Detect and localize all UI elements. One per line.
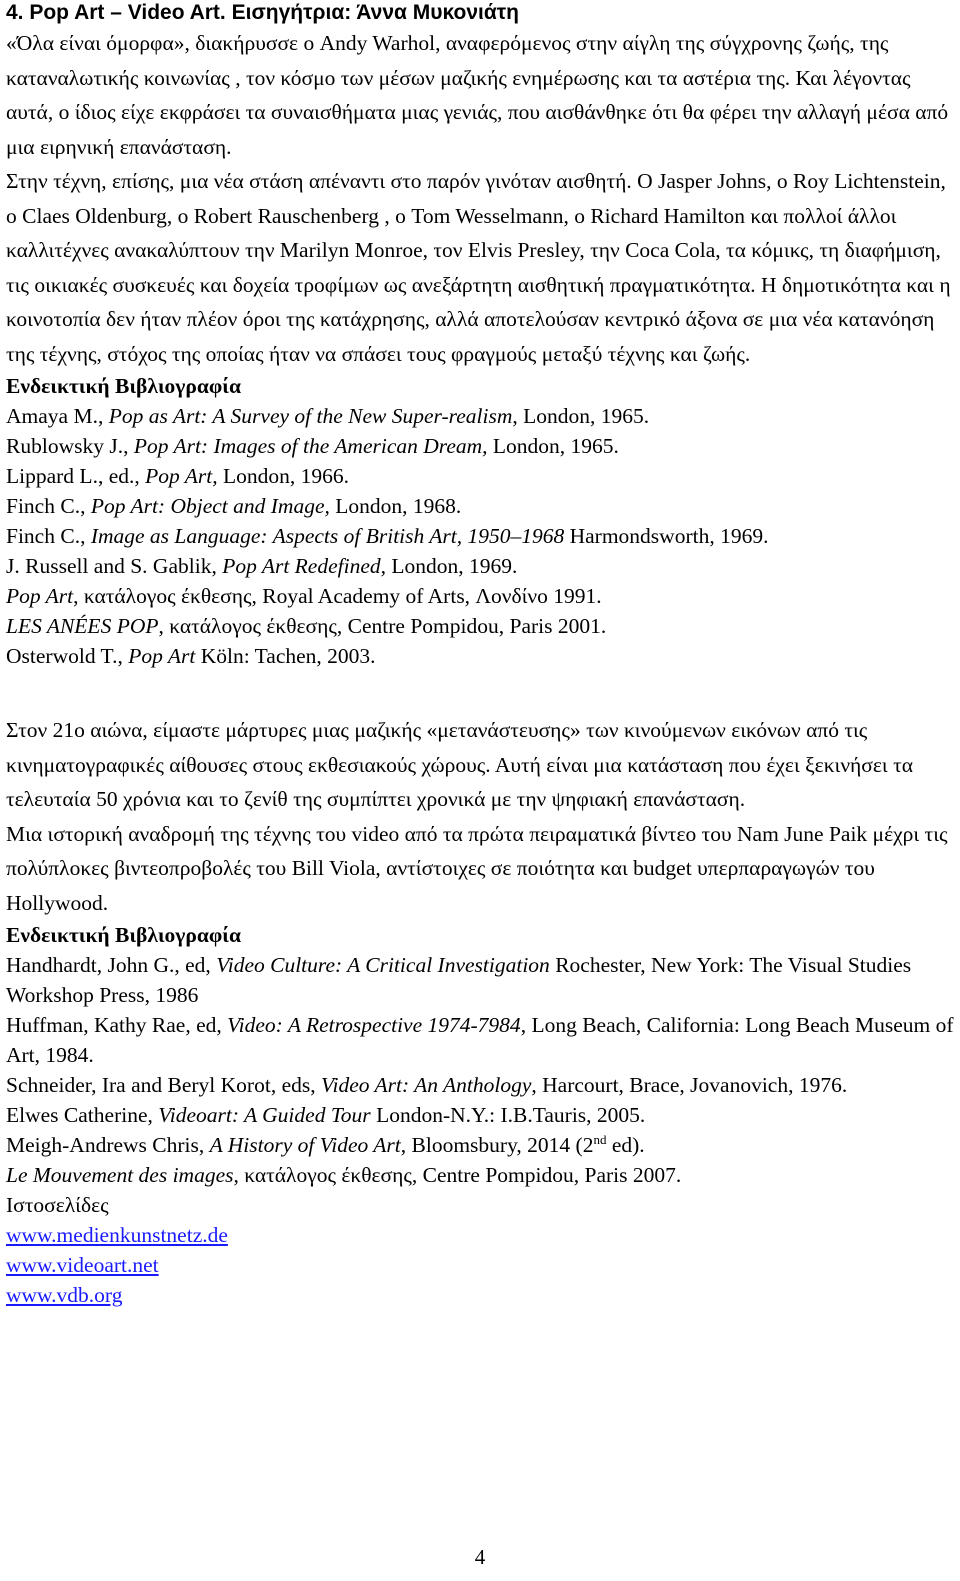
bib-entry: Osterwold T., Pop Art Köln: Tachen, 2003. — [6, 644, 376, 668]
bib-entry: Le Mouvement des images, κατάλογος έκθεσης, Centre Pompidou, Paris 2007. — [6, 1163, 682, 1187]
bib-entry: Schneider, Ira and Beryl Korot, eds, Video Art: An Anthology, Harcourt, Brace, Jovanovich, 1976. — [6, 1073, 848, 1097]
pop-paragraph-2: Στην τέχνη, επίσης, μια νέα στάση απέναντι στο παρόν γινόταν αισθητή. Ο Jasper Johns, ο Roy Lichtenstein, ο Claes Oldenburg, ο Robert Rauschenberg , ο Tom Wesselmann, ο Richard Hamilton και πολλοί άλλοι καλλιτέχνες ανακαλύπτουν την Marilyn Monroe, τον Elvis Presley, την Coca Cola, τα κόμικς, τη διαφήμιση, τις οικιακές συσκευές και δοχεία τροφίμων ως ανεξάρτητη αισθητική πραγματικότητα. Η δημοτικότητα και η κοινοτοπία δεν ήταν πλέον όροι της κατάχρησης, αλλά αποτελούσαν κεντρικό άξονα σε μια νέα κατανόηση της τέχνης, στόχος της οποίας ήταν να σπάσει τους φραγμούς μεταξύ τέχνης και ζωής. — [6, 169, 951, 366]
document-page — [6, 0, 956, 1310]
bib-entry: Meigh-Andrews Chris, A History of Video Art, Bloomsbury, 2014 (2nd ed). — [6, 1131, 645, 1157]
bib-entry: LES ANÉES POP, κατάλογος έκθεσης, Centre Pompidou, Paris 2001. — [6, 614, 607, 638]
video-art-section — [6, 713, 956, 1310]
bib-entry: Huffman, Kathy Rae, ed, Video: A Retrospective 1974-7984, Long Beach, California: Long Beach Museum of Art, 1984. — [6, 1013, 954, 1067]
bib-entry: Handhardt, John G., ed, Video Culture: A Critical Investigation Rochester, New York: The Visual Studies Workshop Press, 1986 — [6, 953, 912, 1007]
bib-entry: Pop Art, κατάλογος έκθεσης, Royal Academy of Arts, Λονδίνο 1991. — [6, 584, 602, 608]
website-link-medienkunstnetz[interactable]: www.medienkunstnetz.de — [6, 1223, 228, 1247]
pop-bibliography-list — [6, 401, 956, 671]
website-links — [6, 1220, 956, 1310]
pop-bibliography-heading: Ενδεικτική Βιβλιογραφία — [6, 374, 241, 398]
websites-label: Ιστοσελίδες — [6, 1193, 109, 1217]
website-link-videoart[interactable]: www.videoart.net — [6, 1253, 159, 1277]
bib-entry: Finch C., Pop Art: Object and Image, London, 1968. — [6, 494, 462, 518]
page-number: 4 — [474, 1545, 486, 1569]
website-link-vdb[interactable]: www.vdb.org — [6, 1283, 123, 1307]
bib-entry: Amaya M., Pop as Art: A Survey of the New Super-realism, London, 1965. — [6, 404, 650, 428]
bib-entry: Rublowsky J., Pop Art: Images of the American Dream, London, 1965. — [6, 434, 619, 458]
bib-entry: Elwes Catherine, Videoart: A Guided Tour London-N.Y.: I.B.Tauris, 2005. — [6, 1103, 646, 1127]
video-bibliography-list — [6, 950, 956, 1190]
page-title: 4. Pop Art – Video Art. Εισηγήτρια: Άννα Μυκονιάτη — [6, 1, 519, 24]
video-bibliography-heading: Ενδεικτική Βιβλιογραφία — [6, 923, 241, 947]
video-paragraph-2: Μια ιστορική αναδρομή της τέχνης του video από τα πρώτα πειραματικά βίντεο του Nam June Paik μέχρι τις πολύπλοκες βιντεοπροβολές του Bill Viola, αντίστοιχες σε ποιότητα και budget υπερπαραγωγών του Hollywood. — [6, 821, 948, 915]
bib-entry: Finch C., Image as Language: Aspects of British Art, 1950–1968 Harmondsworth, 1969. — [6, 524, 769, 548]
pop-paragraph-1: «Όλα είναι όμορφα», διακήρυσσε ο Andy Warhol, αναφερόμενος στην αίγλη της σύγχρονης ζωής, της καταναλωτικής κοινωνίας , τον κόσμο των μέσων μαζικής ενημέρωσης και τα αστέρια της. Και λέγοντας αυτά, ο ίδιος είχε εκφράσει τα συναισθήματα μιας γενιάς, που αισθάνθηκε ότι θα φέρει την αλλαγή μέσα από μια ειρηνική επανάσταση. — [6, 31, 949, 159]
video-paragraph-1: Στον 21ο αιώνα, είμαστε μάρτυρες μιας μαζικής «μετανάστευσης» των κινούμενων εικόνων από τις κινηματογραφικές αίθουσες στους εκθεσιακούς χώρους. Αυτή είναι μια κατάσταση που έχει ξεκινήσει τα τελευταία 50 χρόνια και το ζενίθ της συμπίπτει χρονικά με την ψηφιακή επανάσταση. — [6, 718, 913, 811]
bib-entry: J. Russell and S. Gablik, Pop Art Redefined, London, 1969. — [6, 554, 518, 578]
bib-entry: Lippard L., ed., Pop Art, London, 1966. — [6, 464, 349, 488]
